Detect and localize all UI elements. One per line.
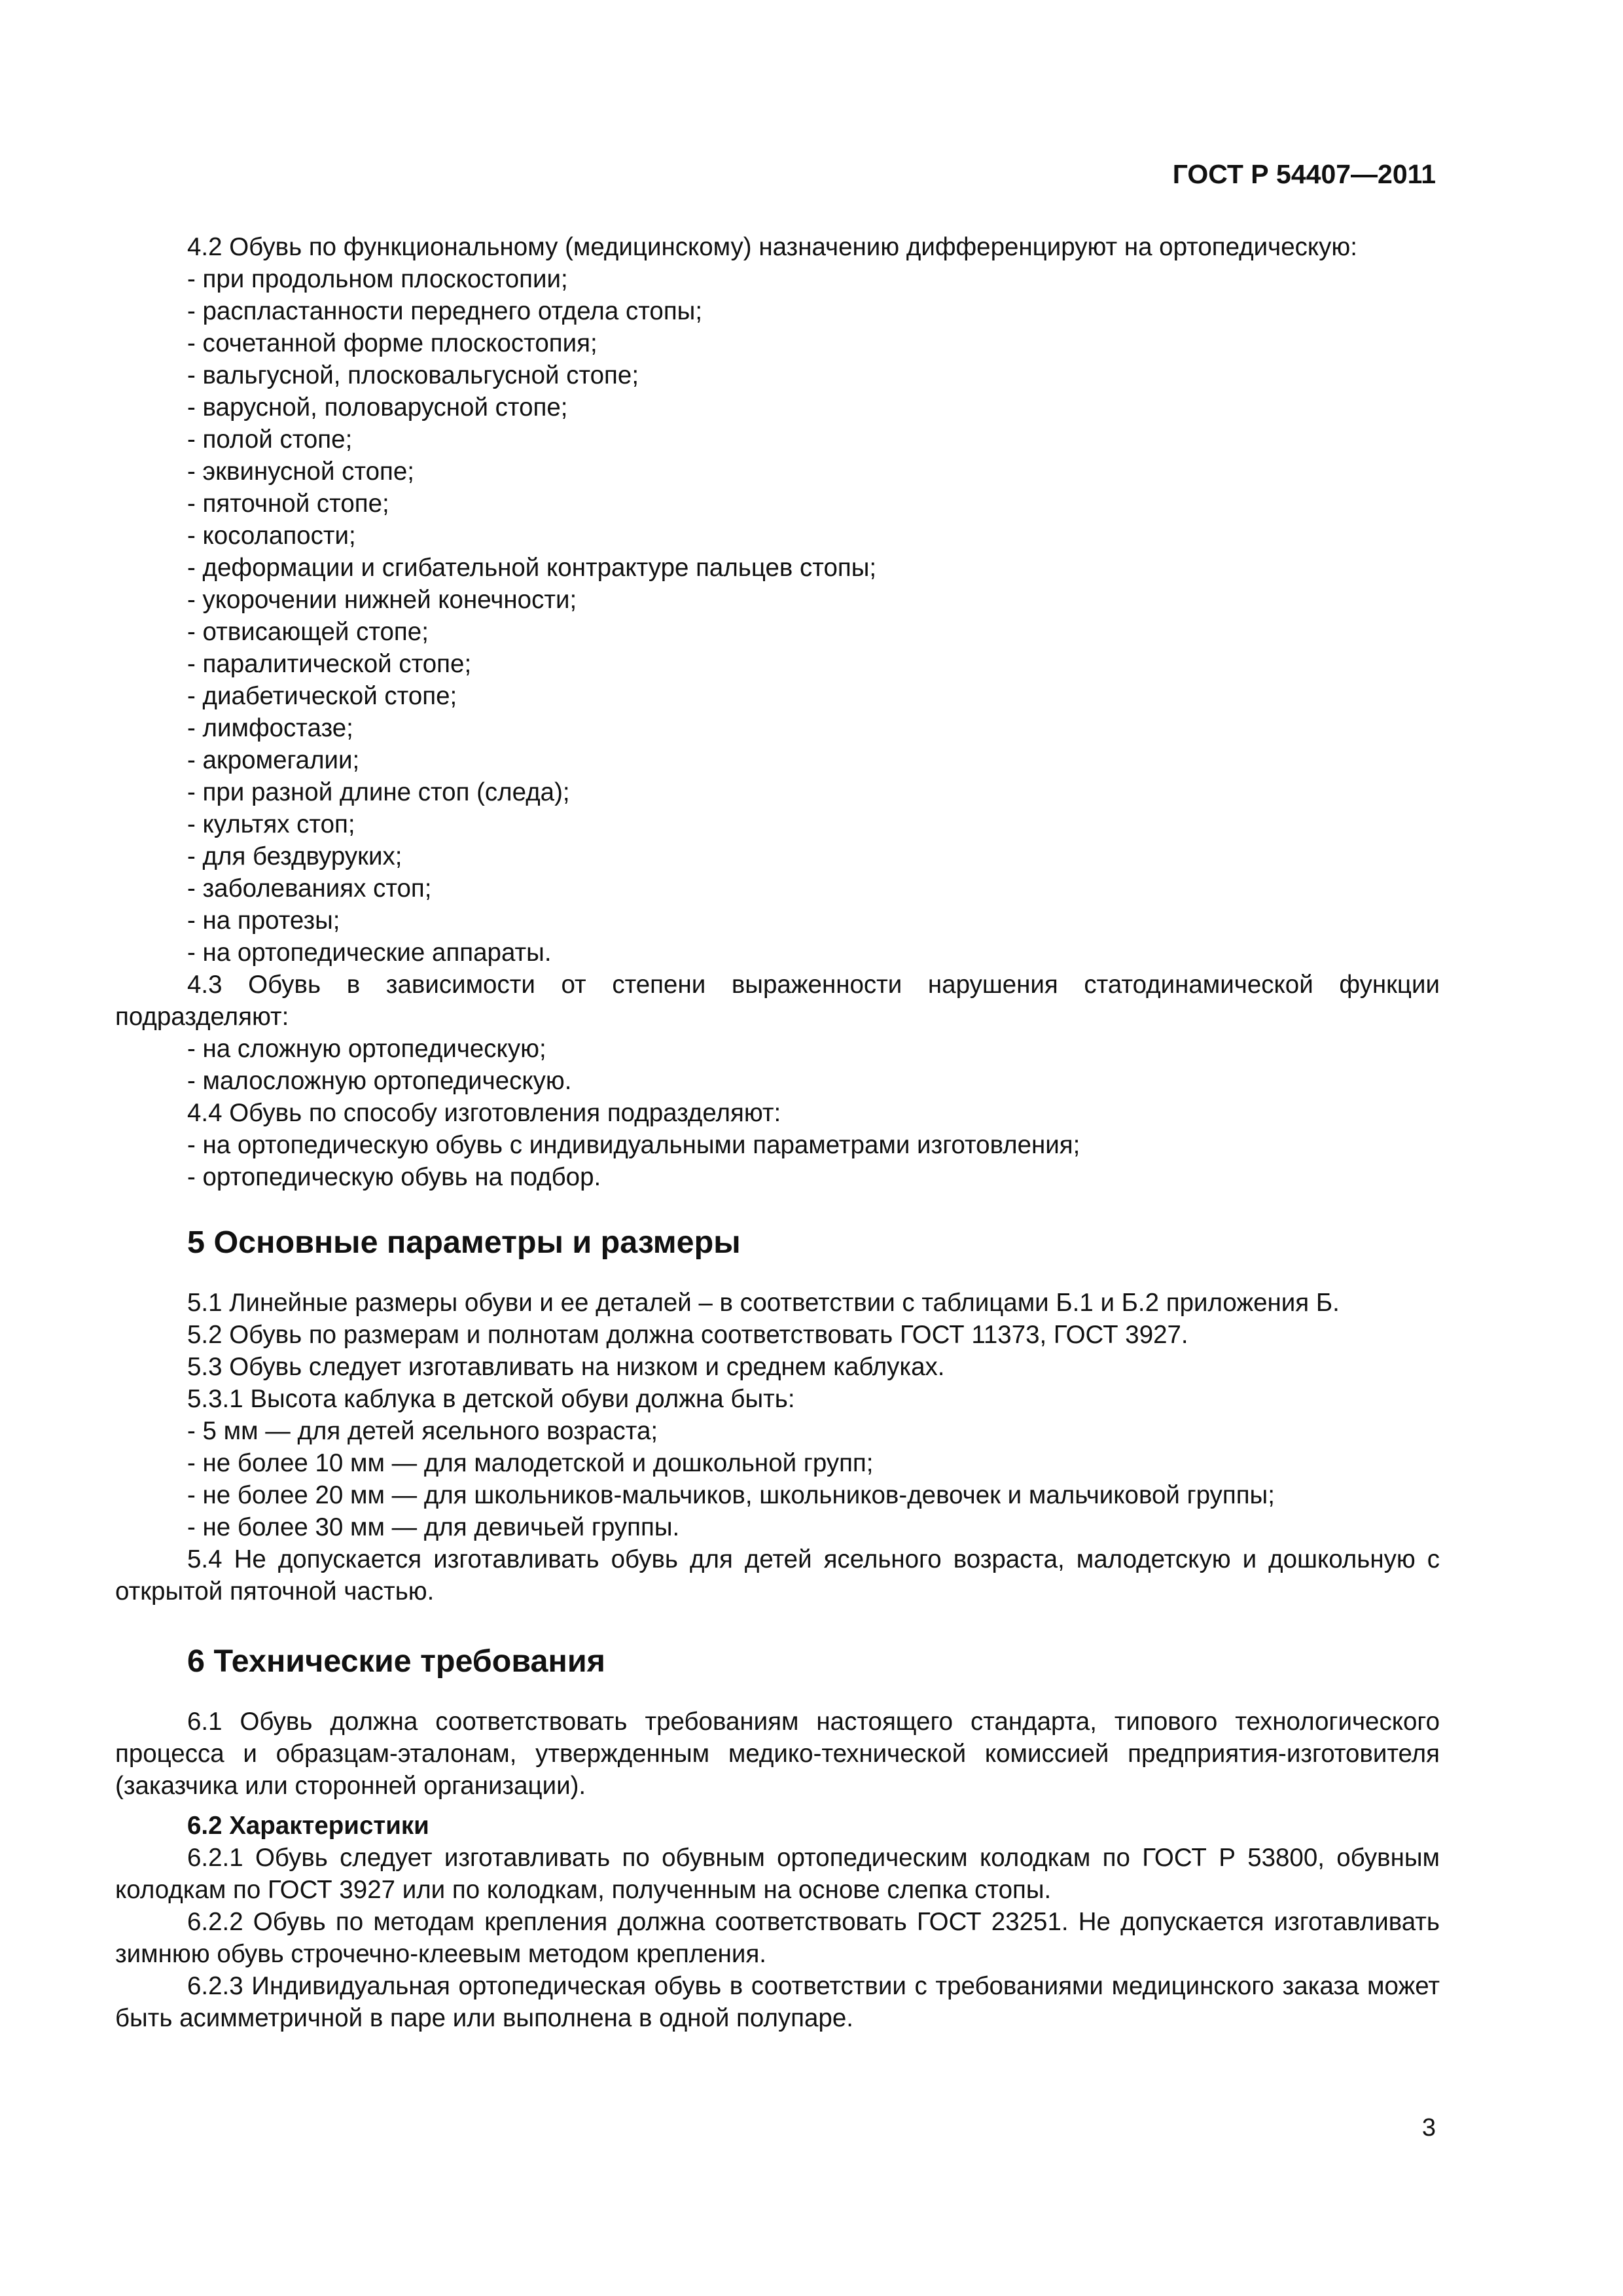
list-item: - на ортопедические аппараты.	[187, 939, 552, 967]
list-item: - не более 20 мм — для школьников-мальчиков, школьников-девочек и мальчиковой группы;	[187, 1481, 1275, 1509]
list-4-4	[115, 1129, 1440, 1193]
list-item: - паралитической стопе;	[187, 650, 472, 678]
list-item: - распластанности переднего отдела стопы;	[187, 297, 703, 325]
list-item: - на сложную ортопедическую;	[187, 1035, 546, 1063]
list-item: - косолапости;	[187, 522, 356, 550]
list-item: - при продольном плоскостопии;	[187, 265, 568, 293]
list-item: - ортопедическую обувь на подбор.	[187, 1163, 601, 1191]
para-6-2-2: 6.2.2 Обувь по методам крепления должна соответствовать ГОСТ 23251. Не допускается изготавливать зимнюю обувь строчечно-клеевым методом крепления.	[115, 1908, 1440, 1968]
list-item: - на ортопедическую обувь с индивидуальными параметрами изготовления;	[187, 1131, 1080, 1159]
para-6-2-1: 6.2.1 Обувь следует изготавливать по обувным ортопедическим колодкам по ГОСТ Р 53800, обувным колодкам по ГОСТ 3927 или по колодкам, полученным на основе слепка стопы.	[115, 1844, 1440, 1904]
list-item: - эквинусной стопе;	[187, 457, 414, 486]
list-item: - укорочении нижней конечности;	[187, 586, 577, 614]
section-6-heading: 6 Технические требования	[187, 1643, 605, 1679]
para-6-1: 6.1 Обувь должна соответствовать требованиям настоящего стандарта, типового технологического процесса и образцам-эталонам, утвержденным медико-технической комиссией предприятия-изготовителя (заказчика или сторонней организации).	[115, 1708, 1440, 1800]
list-item: - сочетанной форме плоскостопия;	[187, 329, 597, 357]
list-item: - вальгусной, плосковальгусной стопе;	[187, 361, 639, 389]
page-number: 3	[1421, 2114, 1436, 2142]
list-4-2	[115, 263, 1440, 969]
document-id-header: ГОСТ Р 54407—2011	[1172, 159, 1436, 189]
list-item: - при разной длине стоп (следа);	[187, 778, 570, 806]
list-item: - для бездвуруких;	[187, 842, 402, 870]
list-item: - заболеваниях стоп;	[187, 874, 432, 903]
list-item: - не более 30 мм — для девичьей группы.	[187, 1513, 680, 1541]
para-5-4: 5.4 Не допускается изготавливать обувь для детей ясельного возраста, малодетскую и дошкольную с открытой пяточной частью.	[115, 1545, 1440, 1605]
para-4-4: 4.4 Обувь по способу изготовления подразделяют:	[187, 1099, 781, 1127]
list-item: - отвисающей стопе;	[187, 618, 429, 646]
para-5-3-1: 5.3.1 Высота каблука в детской обуви должна быть:	[187, 1385, 795, 1413]
subsection-6-2-heading: 6.2 Характеристики	[187, 1812, 429, 1840]
list-item: - малосложную ортопедическую.	[187, 1067, 572, 1095]
para-5-1: 5.1 Линейные размеры обуви и ее деталей – в соответствии с таблицами Б.1 и Б.2 приложения Б.	[187, 1289, 1340, 1317]
para-4-2: 4.2 Обувь по функциональному (медицинскому) назначению дифференцируют на ортопедическую:	[187, 233, 1357, 261]
list-item: - культях стоп;	[187, 810, 355, 838]
page-content	[115, 231, 1440, 2034]
list-item: - полой стопе;	[187, 425, 353, 454]
para-5-3: 5.3 Обувь следует изготавливать на низком и среднем каблуках.	[187, 1353, 945, 1381]
list-heel-heights	[115, 1415, 1440, 1543]
para-6-2-3: 6.2.3 Индивидуальная ортопедическая обувь в соответствии с требованиями медицинского заказа может быть асимметричной в паре или выполнена в одной полупаре.	[115, 1972, 1440, 2032]
para-4-3: 4.3 Обувь в зависимости от степени выраженности нарушения статодинамической функции подразделяют:	[115, 971, 1440, 1031]
list-item: - варусной, половарусной стопе;	[187, 393, 568, 422]
section-5-heading: 5 Основные параметры и размеры	[187, 1225, 741, 1260]
list-4-3	[115, 1033, 1440, 1097]
list-item: - пяточной стопе;	[187, 490, 389, 518]
para-5-2: 5.2 Обувь по размерам и полнотам должна соответствовать ГОСТ 11373, ГОСТ 3927.	[187, 1321, 1188, 1349]
list-item: - лимфостазе;	[187, 714, 353, 742]
list-item: - не более 10 мм — для малодетской и дошкольной групп;	[187, 1449, 874, 1477]
list-item: - на протезы;	[187, 906, 340, 935]
list-item: - диабетической стопе;	[187, 682, 457, 710]
list-item: - 5 мм — для детей ясельного возраста;	[187, 1417, 658, 1445]
list-item: - деформации и сгибательной контрактуре пальцев стопы;	[187, 554, 877, 582]
list-item: - акромегалии;	[187, 746, 360, 774]
